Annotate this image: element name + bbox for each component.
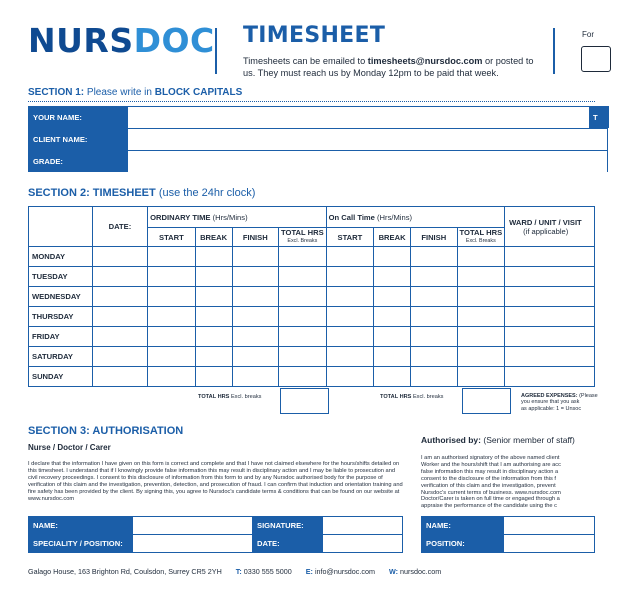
timesheet-table xyxy=(28,206,595,387)
day-label: SATURDAY xyxy=(29,347,93,367)
nursdoc-logo xyxy=(28,21,215,60)
ordinary-total-header: TOTAL HRS Excl. Breaks xyxy=(279,228,327,247)
table-row xyxy=(29,307,595,327)
office-use-box[interactable] xyxy=(581,46,611,72)
table-row xyxy=(29,327,595,347)
ordinary-finish-cell[interactable] xyxy=(232,307,279,327)
oncall-total-cell[interactable] xyxy=(457,347,505,367)
auth-text-line: I am an authorised signatory of the above named client xyxy=(421,455,560,461)
oncall-total-cell[interactable] xyxy=(457,327,505,347)
section1-form xyxy=(28,106,608,172)
ordinary-total-cell[interactable] xyxy=(279,347,327,367)
page-title: TIMESHEET xyxy=(243,23,386,48)
date-field[interactable] xyxy=(323,535,403,553)
ordinary-start-header: START xyxy=(148,228,196,247)
your-name-label: YOUR NAME: xyxy=(28,106,128,128)
ordinary-finish-header: FINISH xyxy=(232,228,279,247)
ordinary-start-cell[interactable] xyxy=(148,327,196,347)
logo-text-doc: DOC xyxy=(133,21,215,60)
section3-heading: SECTION 3: AUTHORISATION xyxy=(28,425,184,437)
candidate-declaration: I declare that the information I have given on this form is correct and complete and that I have not claimed elsewhere for the hours/shifts detailed on this timesheet. I understand that if I knowingly provide false information this may result in disciplinary action and I may be liable to prosecution and civil recovery proceedings. I consent to this disclosure of information from this form to and by any Nursdoc authorised body for the purpose of verification of this claim and the investigation, prevention, detection, and prosecution of fraud. I can confirm that induction and orientation training and fire safety has been provided by the client. By signing this, you agree to Nursdoc's candidate terms & conditions that can be found on our website at www.nursdoc.com xyxy=(28,461,403,502)
ordinary-start-cell[interactable] xyxy=(148,347,196,367)
day-label: WEDNESDAY xyxy=(29,287,93,307)
ordinary-total-cell[interactable] xyxy=(279,367,327,387)
ordinary-break-cell[interactable] xyxy=(195,367,232,387)
oncall-break-cell[interactable] xyxy=(374,307,411,327)
oncall-start-cell[interactable] xyxy=(326,327,374,347)
oncall-finish-header: FINISH xyxy=(411,228,458,247)
oncall-total-header: TOTAL HRS Excl. Breaks xyxy=(457,228,505,247)
auth-text-line: Worker and the hours/shift that I am authorising are acc xyxy=(421,461,561,468)
authorised-by-label: Authorised by: (Senior member of staff) xyxy=(421,435,575,445)
ordinary-start-cell[interactable] xyxy=(148,287,196,307)
timesheets-email: timesheets@nursdoc.com xyxy=(367,56,483,66)
ordinary-finish-cell[interactable] xyxy=(232,327,279,347)
ordinary-break-cell[interactable] xyxy=(195,287,232,307)
authoriser-position-field[interactable] xyxy=(504,535,595,553)
table-row xyxy=(29,287,595,307)
oncall-total-box[interactable] xyxy=(462,388,511,414)
ward-unit-cell[interactable] xyxy=(505,287,595,307)
speciality-field[interactable] xyxy=(133,535,253,553)
footer-address: Galago House, 163 Brighton Rd, Coulsdon, Surrey CR5 2YH xyxy=(28,567,222,576)
date-cell[interactable] xyxy=(92,287,147,307)
client-name-label: CLIENT NAME: xyxy=(28,128,128,150)
day-label: MONDAY xyxy=(29,247,93,267)
header-divider xyxy=(215,28,217,74)
oncall-start-cell[interactable] xyxy=(326,287,374,307)
logo-text-nurs: NURS xyxy=(28,21,134,60)
client-name-row xyxy=(28,128,608,150)
oncall-total-cell[interactable] xyxy=(457,367,505,387)
auth-text-line: verification of this claim and the investigation, prevent xyxy=(421,482,556,489)
oncall-break-cell[interactable] xyxy=(374,267,411,287)
oncall-finish-cell[interactable] xyxy=(411,347,458,367)
client-authorisation-text xyxy=(421,455,601,510)
ward-unit-cell[interactable] xyxy=(505,247,595,267)
intro-text: Timesheets can be emailed to timesheets@nursdoc.com or posted to us. They must reach us by Monday 12pm to be paid that week. xyxy=(243,56,534,78)
day-label: TUESDAY xyxy=(29,267,93,287)
ordinary-break-cell[interactable] xyxy=(195,307,232,327)
ordinary-start-cell[interactable] xyxy=(148,247,196,267)
ordinary-break-cell[interactable] xyxy=(195,267,232,287)
ward-unit-header: WARD / UNIT / VISIT (if applicable) xyxy=(505,207,595,247)
date-cell[interactable] xyxy=(92,247,147,267)
candidate-name-field[interactable] xyxy=(133,517,253,535)
authoriser-grid xyxy=(421,516,595,553)
role-label: Nurse / Doctor / Carer xyxy=(28,443,111,452)
date-cell[interactable] xyxy=(92,347,147,367)
grade-label: GRADE: xyxy=(28,150,128,172)
auth-text-line: consent to the disclosure of the information from this f xyxy=(421,475,556,482)
header-divider-right xyxy=(553,28,555,74)
section1-heading: SECTION 1: Please write in BLOCK CAPITALS xyxy=(28,87,243,98)
ward-unit-cell[interactable] xyxy=(505,327,595,347)
ordinary-finish-cell[interactable] xyxy=(232,247,279,267)
section1-right-label: T xyxy=(589,106,609,128)
auth-text-line: appraise the performance of the candidate using the c xyxy=(421,503,557,510)
ordinary-finish-cell[interactable] xyxy=(232,347,279,367)
oncall-break-cell[interactable] xyxy=(374,347,411,367)
oncall-break-cell[interactable] xyxy=(374,367,411,387)
candidate-name-label: NAME: xyxy=(29,517,133,535)
oncall-start-cell[interactable] xyxy=(326,367,374,387)
grade-row xyxy=(28,150,608,172)
table-row xyxy=(29,267,595,287)
signature-field[interactable] xyxy=(323,517,403,535)
footer-phone: 0330 555 5000 xyxy=(243,567,292,576)
ordinary-finish-cell[interactable] xyxy=(232,367,279,387)
day-label: FRIDAY xyxy=(29,327,93,347)
ordinary-total-cell[interactable] xyxy=(279,287,327,307)
oncall-finish-cell[interactable] xyxy=(411,267,458,287)
authoriser-name-field[interactable] xyxy=(504,517,595,535)
oncall-total-cell[interactable] xyxy=(457,247,505,267)
auth-text-line: false information this may result in disciplinary action a xyxy=(421,468,559,475)
ward-unit-cell[interactable] xyxy=(505,347,595,367)
oncall-total-cell[interactable] xyxy=(457,287,505,307)
ordinary-time-header: ORDINARY TIME (Hrs/Mins) xyxy=(148,207,327,228)
oncall-break-cell[interactable] xyxy=(374,247,411,267)
oncall-start-cell[interactable] xyxy=(326,267,374,287)
ordinary-total-cell[interactable] xyxy=(279,267,327,287)
date-cell[interactable] xyxy=(92,327,147,347)
grade-field[interactable] xyxy=(128,150,608,172)
section2-heading: SECTION 2: TIMESHEET (use the 24hr clock) xyxy=(28,187,256,199)
date-header: DATE: xyxy=(92,207,147,247)
footer: Galago House, 163 Brighton Rd, Coulsdon, Surrey CR5 2YH T: 0330 555 5000 E: info@nursdoc.com W: nursdoc.com xyxy=(28,567,442,576)
oncall-total-cell[interactable] xyxy=(457,267,505,287)
footer-website[interactable]: nursdoc.com xyxy=(400,567,442,576)
your-name-field[interactable] xyxy=(128,106,608,128)
oncall-start-cell[interactable] xyxy=(326,307,374,327)
speciality-label: SPECIALITY / POSITION: xyxy=(29,535,133,553)
your-name-row xyxy=(28,106,608,128)
table-row xyxy=(29,367,595,387)
oncall-finish-cell[interactable] xyxy=(411,367,458,387)
oncall-break-cell[interactable] xyxy=(374,327,411,347)
oncall-finish-cell[interactable] xyxy=(411,307,458,327)
ordinary-start-cell[interactable] xyxy=(148,367,196,387)
agreed-expenses-note: AGREED EXPENSES: (Please you ensure that you ask as applicable: 1 = Unsoc xyxy=(521,393,598,412)
oncall-finish-cell[interactable] xyxy=(411,247,458,267)
oncall-start-cell[interactable] xyxy=(326,247,374,267)
auth-text-line: Doctor/Carer is taken on full time or engaged through a xyxy=(421,496,560,503)
ordinary-total-box[interactable] xyxy=(280,388,329,414)
ward-unit-cell[interactable] xyxy=(505,307,595,327)
table-row xyxy=(29,247,595,267)
office-use-label: For xyxy=(582,30,594,39)
ward-unit-cell[interactable] xyxy=(505,367,595,387)
ordinary-start-cell[interactable] xyxy=(148,307,196,327)
date-cell[interactable] xyxy=(92,267,147,287)
oncall-break-header: BREAK xyxy=(374,228,411,247)
signature-label: SIGNATURE: xyxy=(253,517,323,535)
ordinary-start-cell[interactable] xyxy=(148,267,196,287)
ordinary-total-cell[interactable] xyxy=(279,327,327,347)
ordinary-total-cell[interactable] xyxy=(279,307,327,327)
ward-unit-cell[interactable] xyxy=(505,267,595,287)
authoriser-position-label: POSITION: xyxy=(422,535,504,553)
ordinary-finish-cell[interactable] xyxy=(232,287,279,307)
oncall-total-cell[interactable] xyxy=(457,307,505,327)
client-name-field[interactable] xyxy=(128,128,608,150)
oncall-start-cell[interactable] xyxy=(326,347,374,367)
table-corner xyxy=(29,207,93,247)
footer-email[interactable]: info@nursdoc.com xyxy=(314,567,375,576)
ordinary-finish-cell[interactable] xyxy=(232,267,279,287)
date-cell[interactable] xyxy=(92,307,147,327)
oncall-totals-label: TOTAL HRS Excl. breaks xyxy=(380,394,444,400)
ordinary-break-header: BREAK xyxy=(195,228,232,247)
ordinary-break-cell[interactable] xyxy=(195,327,232,347)
section1-rule xyxy=(28,101,595,102)
oncall-time-header: On Call Time (Hrs/Mins) xyxy=(326,207,505,228)
date-cell[interactable] xyxy=(92,367,147,387)
day-label: THURSDAY xyxy=(29,307,93,327)
oncall-break-cell[interactable] xyxy=(374,287,411,307)
ordinary-break-cell[interactable] xyxy=(195,347,232,367)
ordinary-total-cell[interactable] xyxy=(279,247,327,267)
oncall-start-header: START xyxy=(326,228,374,247)
day-label: SUNDAY xyxy=(29,367,93,387)
date-label: DATE: xyxy=(253,535,323,553)
oncall-finish-cell[interactable] xyxy=(411,287,458,307)
table-row xyxy=(29,347,595,367)
candidate-signature-grid xyxy=(28,516,403,553)
ordinary-totals-label: TOTAL HRS Excl. breaks xyxy=(198,394,262,400)
authoriser-name-label: NAME: xyxy=(422,517,504,535)
oncall-finish-cell[interactable] xyxy=(411,327,458,347)
ordinary-break-cell[interactable] xyxy=(195,247,232,267)
auth-text-line: Nursdoc's current terms of business. www.nursdoc.com xyxy=(421,489,561,496)
